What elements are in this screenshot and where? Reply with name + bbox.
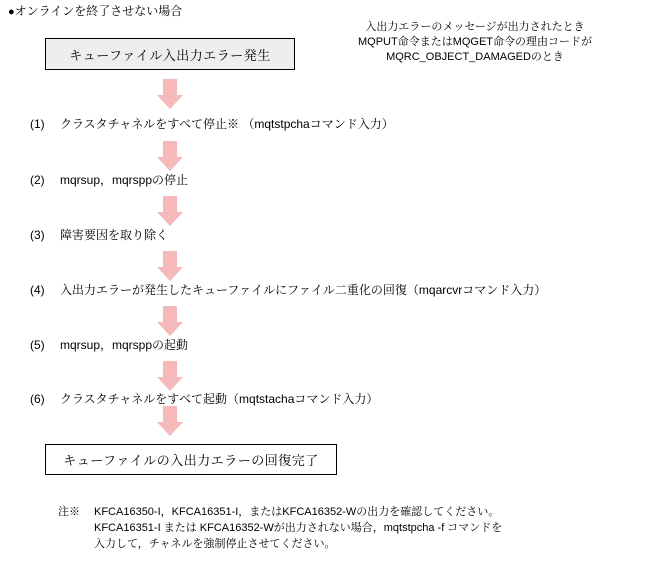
footnote-lines	[94, 504, 502, 552]
step-2	[30, 172, 188, 188]
step-3-number: (3)	[30, 228, 45, 242]
arrow-shaft	[163, 251, 177, 268]
step-4-text: 入出力エラーが発生したキューファイルにファイル二重化の回復（mqarcvrコマンド入力）	[60, 283, 547, 297]
arrow-head	[157, 322, 183, 336]
step-5-text: mqrsup，mqrsppの起動	[60, 338, 189, 352]
flow-arrow-1	[157, 79, 183, 109]
process-end-box	[45, 444, 337, 475]
footnote	[58, 504, 502, 552]
step-4	[30, 282, 546, 298]
arrow-shaft	[163, 196, 177, 213]
flow-arrow-2	[157, 141, 183, 171]
arrow-shaft	[163, 141, 177, 158]
arrow-head	[157, 157, 183, 171]
flow-arrow-5	[157, 306, 183, 336]
arrow-head	[157, 212, 183, 226]
top-condition-note-line1: 入出力エラーのメッセージが出力されたとき	[365, 21, 585, 33]
top-condition-note-line2: MQPUT命令またはMQGET命令の理由コードが	[357, 36, 593, 48]
step-2-text: mqrsup，mqrsppの停止	[60, 173, 189, 187]
arrow-head	[157, 377, 183, 391]
footnote-line3: 入力して，チャネルを強制停止させてください。	[94, 538, 336, 550]
bullet-icon: ●	[8, 6, 15, 18]
step-6-number: (6)	[30, 392, 45, 406]
step-1-text: クラスタチャネルをすべて停止※ （mqtstpchaコマンド入力）	[60, 117, 394, 131]
top-condition-note-line3: MQRC_OBJECT_DAMAGEDのとき	[386, 51, 564, 63]
section-heading-text: オンラインを終了させない場合	[14, 4, 183, 18]
arrow-head	[157, 422, 183, 436]
step-3	[30, 227, 168, 243]
step-2-number: (2)	[30, 173, 45, 187]
process-start-box	[45, 38, 295, 70]
arrow-shaft	[163, 406, 177, 423]
arrow-shaft	[163, 79, 177, 96]
step-4-number: (4)	[30, 283, 45, 297]
footnote-line2: KFCA16351-I または KFCA16352-Wが出力されない場合，mqtstpcha -f コマンドを	[94, 522, 503, 534]
footnote-label: 注※	[58, 506, 80, 518]
arrow-shaft	[163, 306, 177, 323]
top-condition-note	[300, 20, 650, 65]
flow-arrow-6	[157, 361, 183, 391]
flow-arrow-3	[157, 196, 183, 226]
step-1-number: (1)	[30, 117, 45, 131]
step-5	[30, 337, 188, 353]
step-6-text: クラスタチャネルをすべて起動（mqtstachaコマンド入力）	[60, 392, 379, 406]
flow-arrow-7	[157, 406, 183, 436]
step-1	[30, 116, 394, 132]
arrow-head	[157, 267, 183, 281]
arrow-shaft	[163, 361, 177, 378]
section-heading	[8, 3, 182, 20]
process-end-box-label: キューファイルの入出力エラーの回復完了	[63, 453, 319, 468]
process-start-box-label: キューファイル入出力エラー発生	[69, 47, 271, 63]
flow-arrow-4	[157, 251, 183, 281]
step-5-number: (5)	[30, 338, 45, 352]
step-3-text: 障害要因を取り除く	[60, 228, 169, 242]
step-6	[30, 391, 378, 407]
arrow-head	[157, 95, 183, 109]
footnote-line1: KFCA16350-I，KFCA16351-I，またはKFCA16352-Wの出力を確認してください。	[94, 506, 500, 518]
